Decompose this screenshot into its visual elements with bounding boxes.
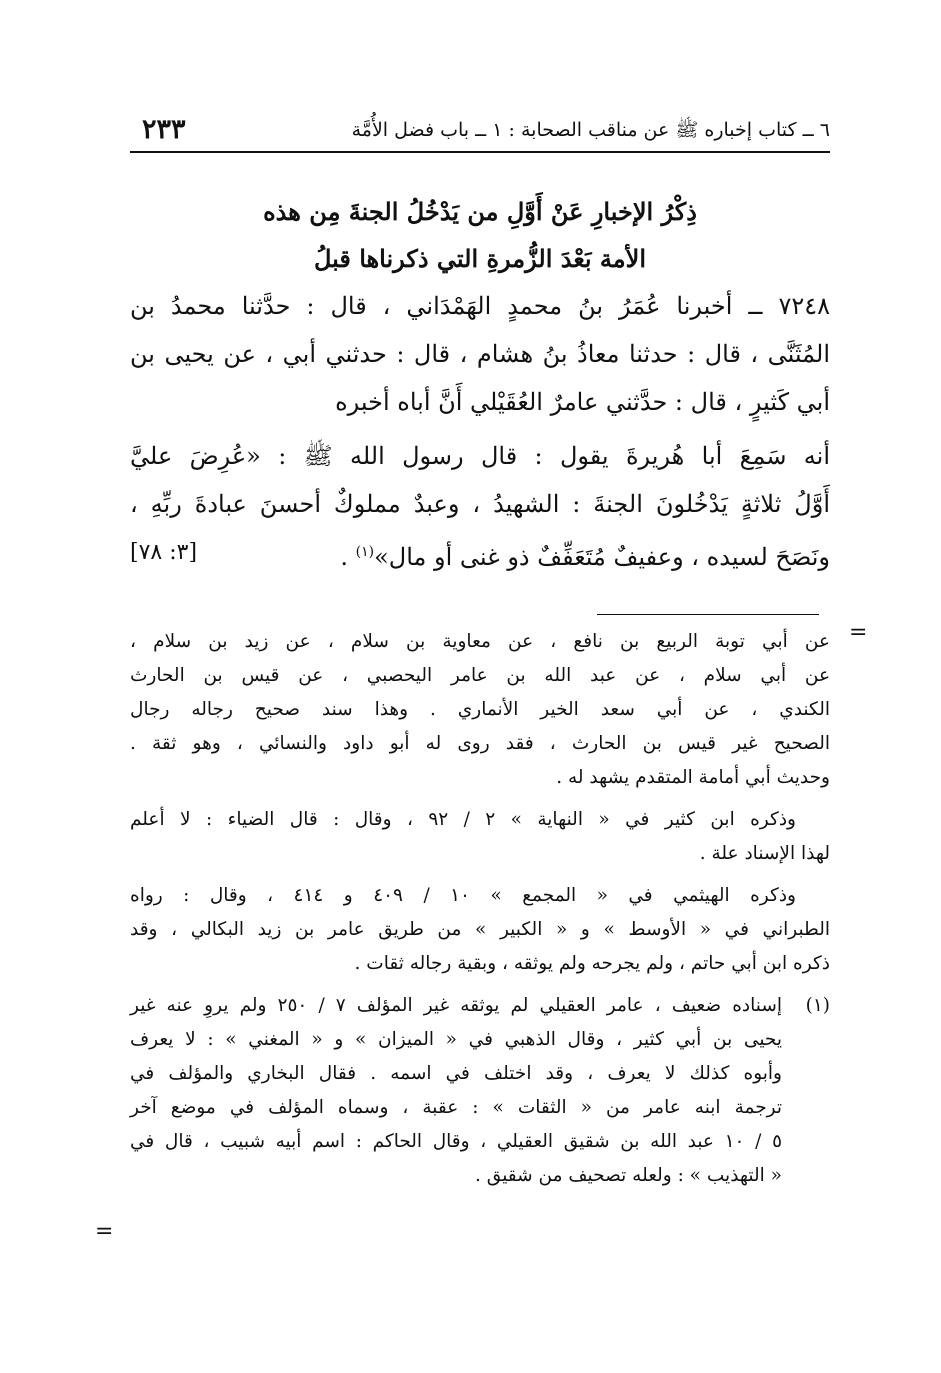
footnote-line: عن أبي توبة الربيع بن نافع ، عن معاوية بن سلام ، عن زيد بن سلام ، bbox=[130, 631, 830, 652]
footnote-line: « التهذيب » : ولعله تصحيف من شقيق . bbox=[475, 1165, 782, 1186]
isnad-line: ٧٢٤٨ ــ أخبرنا عُمَرُ بنُ محمدٍ الهَمْدَاني ، قال : حدَّثنا محمدُ بن bbox=[130, 292, 830, 320]
footnotes bbox=[130, 625, 830, 1201]
continuation-mark-top: = bbox=[849, 620, 868, 645]
footnote-line: إسناده ضعيف ، عامر العقيلي لم يوثقه غير المؤلف ٧ / ٢٥٠ ولم يروِ عنه غير bbox=[130, 995, 782, 1016]
page-number: ٢٣٣ bbox=[142, 114, 186, 145]
footnote-continued-paragraph bbox=[130, 803, 830, 871]
hadith-text bbox=[130, 282, 830, 581]
footnote-line: وأبوه كذلك لا يعرف ، وقد اختلف في اسمه . فقال البخاري والمؤلف في bbox=[130, 1063, 782, 1084]
footnote-line: عن أبي سلام ، عن عبد الله بن عامر اليحصبي ، عن قيس بن الحارث bbox=[130, 665, 830, 686]
footnote-1 bbox=[130, 989, 830, 1193]
footnote-line: وحديث أبي أمامة المتقدم يشهد له . bbox=[556, 767, 830, 788]
matn-line: ونَصَحَ لسيده ، وعفيفٌ مُتَعَفِّفٌ ذو غنى أو مال»$^{(١)}$ . bbox=[340, 543, 830, 571]
footnote-line: ٥ / ١٠ عبد الله بن شقيق العقيلي ، وقال الحاكم : اسم أبيه شبيب ، قال في bbox=[130, 1131, 782, 1152]
footnote-continued-paragraph bbox=[130, 625, 830, 795]
header-rule bbox=[130, 151, 830, 153]
source-reference: [٣: ٧٨] bbox=[130, 540, 198, 565]
footnote-line: وذكره الهيثمي في « المجمع » ١٠ / ٤٠٩ و ٤١٤ ، وقال : رواه bbox=[130, 885, 796, 906]
section-heading-line: ذِكْرُ الإخبارِ عَنْ أَوَّلِ من يَدْخُلُ الجنةَ مِن هذه bbox=[263, 197, 697, 226]
header-title: ٦ ــ كتاب إخباره ﷺ عن مناقب الصحابة : ١ ــ باب فضل الأُمَّة bbox=[351, 119, 830, 141]
footnote-1-number: (١) bbox=[805, 995, 830, 1016]
section-heading bbox=[130, 188, 830, 282]
matn-last-text: ونَصَحَ لسيده ، وعفيفٌ مُتَعَفِّفٌ ذو غنى أو مال» bbox=[374, 543, 830, 571]
footnote-marker[interactable]: (١) bbox=[355, 544, 375, 560]
footnote-line: الطبراني في « الأوسط » و « الكبير » من طريق عامر بن زيد البكالي ، وقد bbox=[130, 919, 830, 940]
matn-body bbox=[130, 432, 830, 581]
footnote-line: ذكره ابن أبي حاتم ، ولم يجرحه ولم يوثقه ، وبقية رجاله ثقات . bbox=[354, 953, 830, 974]
isnad-line: المُثَنَّى ، قال : حدثنا معاذُ بنُ هشام ، قال : حدثني أبي ، عن يحيى بن bbox=[130, 340, 830, 368]
matn-line: أَوَّلُ ثلاثةٍ يَدْخُلونَ الجنةَ : الشهيدُ ، وعبدٌ مملوكٌ أحسنَ عبادةَ ربِّهِ ، bbox=[130, 490, 830, 518]
matn-line: أنه سَمِعَ أبا هُريرةَ يقول : قال رسول الله ﷺ : «عُرِضَ عليَّ bbox=[130, 442, 830, 470]
footnote-separator bbox=[597, 614, 819, 615]
running-header bbox=[130, 110, 830, 150]
footnote-line: وذكره ابن كثير في « النهاية » ٢ / ٩٢ ، وقال : قال الضياء : لا أعلم bbox=[130, 809, 796, 830]
isnad-chain bbox=[130, 282, 830, 426]
section-heading-line: الأمة بَعْدَ الزُّمرةِ التي ذكرناها قبلُ bbox=[313, 244, 647, 273]
footnote-continued-paragraph bbox=[130, 879, 830, 981]
footnote-line: الكندي ، عن أبي سعد الخير الأنماري . وهذا سند صحيح رجاله رجال bbox=[130, 699, 830, 720]
footnote-line: ترجمة ابنه عامر من « الثقات » : عقبة ، وسماه المؤلف في موضع آخر bbox=[130, 1097, 782, 1118]
footnote-line: يحيى بن أبي كثير ، وقال الذهبي في « الميزان » و « المغني » : لا يعرف bbox=[130, 1029, 782, 1050]
footnote-line: لهذا الإسناد علة . bbox=[699, 843, 830, 864]
isnad-line: أبي كَثيرٍ ، قال : حدَّثني عامرٌ العُقَيْلي أَنَّ أباه أخبره bbox=[335, 388, 830, 416]
continuation-mark-bottom: = bbox=[95, 1219, 114, 1244]
footnote-line: الصحيح غير قيس بن الحارث ، فقد روى له أبو داود والنسائي ، وهو ثقة . bbox=[130, 733, 830, 754]
